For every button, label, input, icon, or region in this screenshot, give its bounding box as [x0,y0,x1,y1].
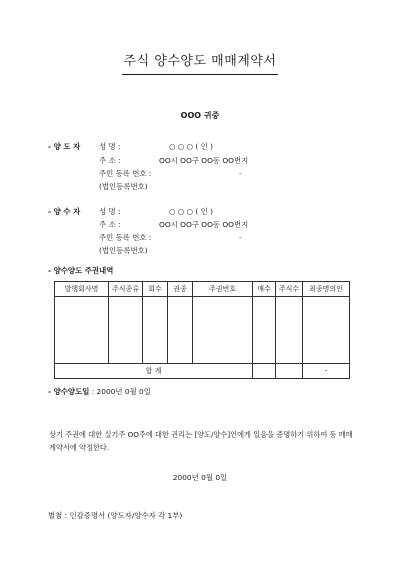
total-sheets-cell [253,364,276,379]
col-header-final-holder: 최종명의인 [303,282,350,297]
transfer-date-value: : 2000년 0월 0일 [91,387,151,396]
transferor-address-label: 주 소 : [99,156,121,165]
transferee-id-label: 주민 등록 번호 : [99,233,152,242]
total-row [55,364,350,379]
table-cell [55,297,109,364]
table-row [55,297,350,364]
certification-paragraph: 상기 주권에 대한 실기주 OO주에 대한 권리는 [양도/양수]인에게 있음을 증명하기 위하여 동 매매계약서에 약정한다. [49,430,353,452]
col-header-denomination: 권종 [168,282,193,297]
transfer-date-label: - 양수양도일 [48,387,90,396]
transferee-name-label: 성 명 : [99,207,121,216]
transferor-corp-label: (법인등록번호) [99,182,148,191]
transferor-id-value: - [239,169,242,178]
table-cell [303,297,350,364]
transferee-name-value: ○ ○ ○ ( 인 ) [169,207,213,216]
transferee-address-value: OO시 OO구 OO동 OO번지 [159,220,249,229]
transferor-name-value: ○ ○ ○ ( 인 ) [169,142,213,151]
stock-table [54,281,350,379]
transferee-label: - 양 수 자 [48,207,81,216]
stock-table-header-row [55,282,350,297]
stock-section-title: - 양수양도 주권내역 [48,266,114,275]
addressee: OOO 귀중 [180,111,220,120]
transferee-address-label: 주 소 : [99,220,121,229]
total-shares-cell [276,364,303,379]
table-cell [168,297,193,364]
col-header-certificate-number: 주권번호 [193,282,253,297]
col-header-sheets: 매수 [253,282,276,297]
title-underline [122,74,278,75]
transferee-corp-label: (법인등록번호) [99,246,148,255]
total-final-holder: - [303,364,350,379]
col-header-share-count: 주식수 [276,282,303,297]
col-header-round: 회수 [143,282,168,297]
transferor-label: - 양 도 자 [48,142,81,151]
table-cell [276,297,303,364]
col-header-issuer: 발행회사명 [55,282,109,297]
table-cell [253,297,276,364]
total-label: 합 계 [55,364,253,379]
table-cell [193,297,253,364]
col-header-stock-type: 주식종류 [109,282,143,297]
transferee-id-value: - [239,233,242,242]
table-cell [109,297,143,364]
transferor-address-value: OO시 OO구 OO동 OO번지 [159,156,249,165]
transferor-name-label: 성 명 : [99,142,121,151]
signing-date: 2000년 0월 0일 [172,473,228,482]
transfer-date-line [48,388,151,395]
transferor-id-label: 주민 등록 번호 : [99,169,152,178]
attachment-note: 별첨 : 인감증명서 (양도자/양수자 각 1부) [48,511,183,520]
document-title: 주식 양수양도 매매계약서 [123,54,277,69]
table-cell [143,297,168,364]
